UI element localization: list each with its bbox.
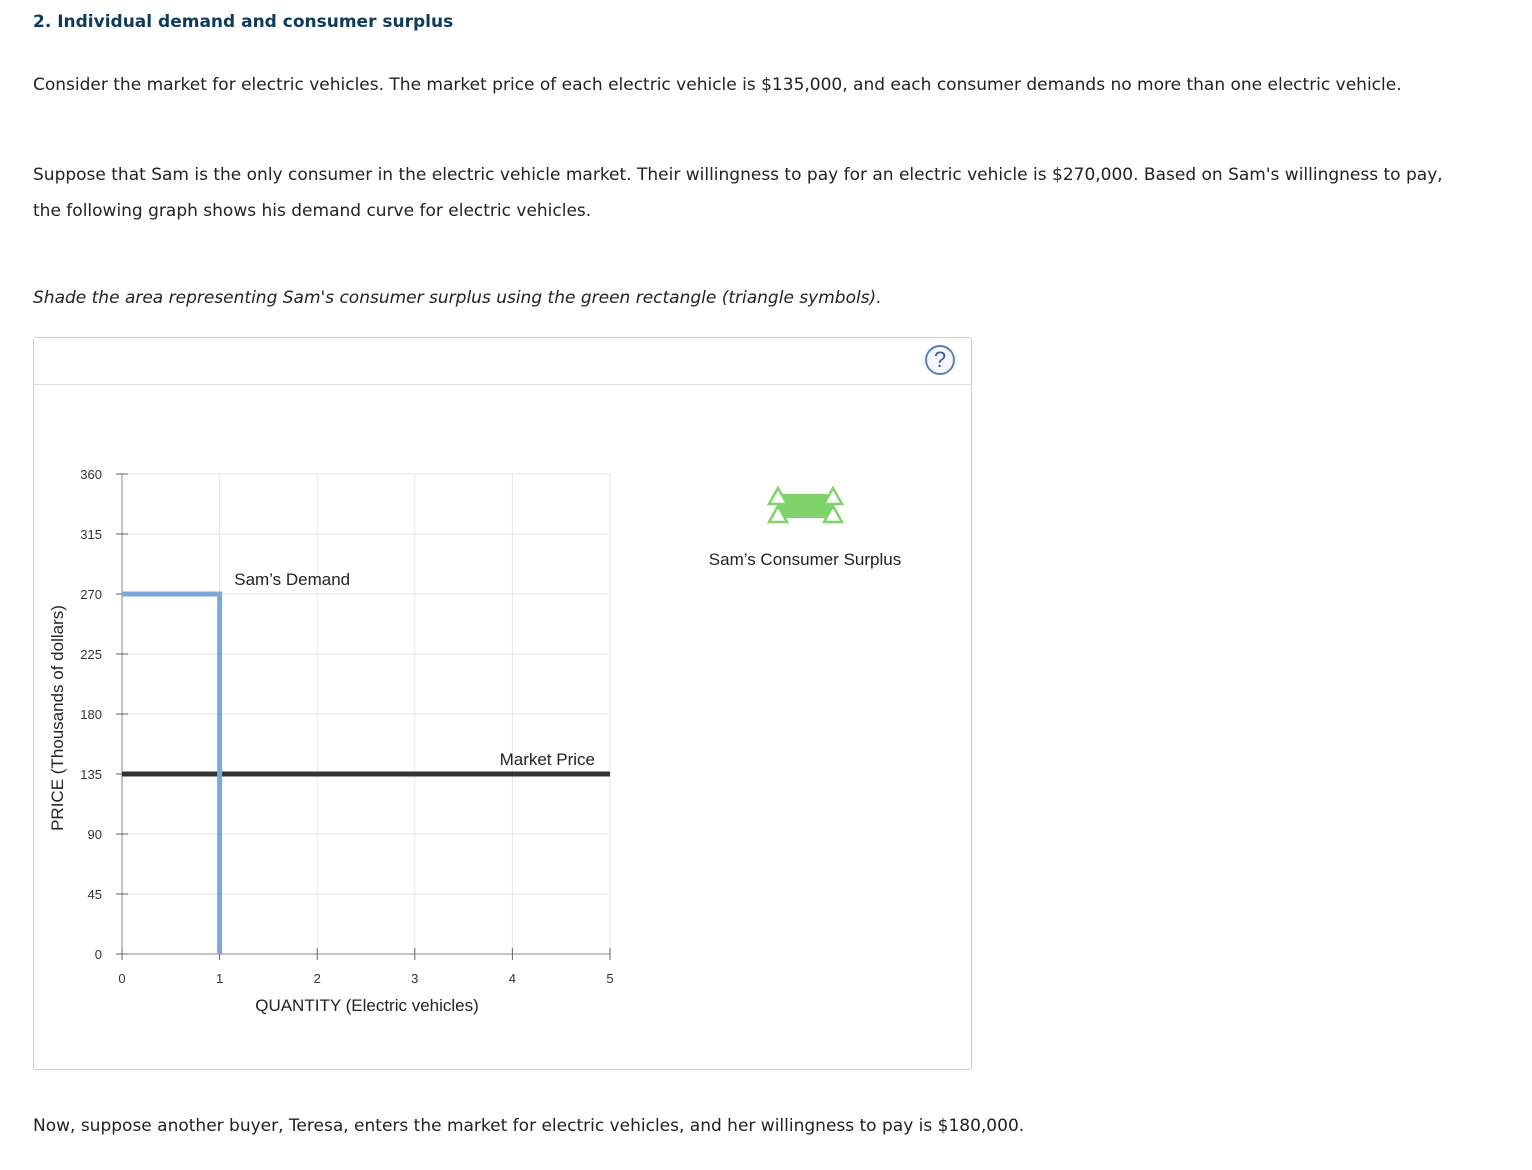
x-tick-label: 2 xyxy=(313,971,321,986)
y-tick-label: 90 xyxy=(87,827,102,842)
chart-labels xyxy=(48,570,595,1015)
x-tick-label: 0 xyxy=(118,971,126,986)
y-tick-label: 270 xyxy=(80,587,102,602)
chart-grid xyxy=(122,474,610,954)
y-tick-label: 45 xyxy=(87,887,102,902)
y-tick-label: 0 xyxy=(94,947,102,962)
x-tick-label: 3 xyxy=(411,971,419,986)
help-icon[interactable]: ? xyxy=(925,345,955,375)
consumer-surplus-tool[interactable] xyxy=(769,488,842,522)
x-axis-title: QUANTITY (Electric vehicles) xyxy=(255,996,479,1015)
y-tick-label: 180 xyxy=(80,707,102,722)
x-tick-label: 1 xyxy=(215,971,224,986)
y-tick-label: 315 xyxy=(80,527,102,542)
market-price-label: Market Price xyxy=(499,750,595,769)
y-tick-label: 225 xyxy=(80,647,102,662)
y-axis-title: PRICE (Thousands of dollars) xyxy=(48,605,67,831)
demand-curve-label: Sam’s Demand xyxy=(234,570,351,589)
chart-series xyxy=(122,594,610,954)
intro-paragraph: Consider the market for electric vehicles. The market price of each electric vehicle is $135,000, and each consumer demands no more than one electric vehicle. xyxy=(33,75,1402,95)
chart-axes xyxy=(80,467,613,986)
y-tick-label: 135 xyxy=(80,767,102,782)
instruction-text: Shade the area representing Sam's consumer surplus using the green rectangle (triangle symbols). xyxy=(33,288,882,308)
x-tick-label: 5 xyxy=(606,971,614,986)
footer-paragraph: Now, suppose another buyer, Teresa, enters the market for electric vehicles, and her willingness to pay is $180,000. xyxy=(33,1116,1025,1136)
consumer-surplus-tool-label: Sam’s Consumer Surplus xyxy=(708,550,902,569)
palette-tools xyxy=(709,488,901,569)
page-title: 2. Individual demand and consumer surplus xyxy=(33,12,454,32)
x-tick-label: 4 xyxy=(508,971,517,986)
green-rectangle-tool-icon xyxy=(777,494,833,518)
y-tick-label: 360 xyxy=(80,467,102,482)
sam-paragraph: Suppose that Sam is the only consumer in the electric vehicle market. Their willingness to pay for an electric vehicle is $270,000. Based on Sam's willingness to pay, the following graph shows his demand curve for electric vehicles. xyxy=(33,165,1443,221)
